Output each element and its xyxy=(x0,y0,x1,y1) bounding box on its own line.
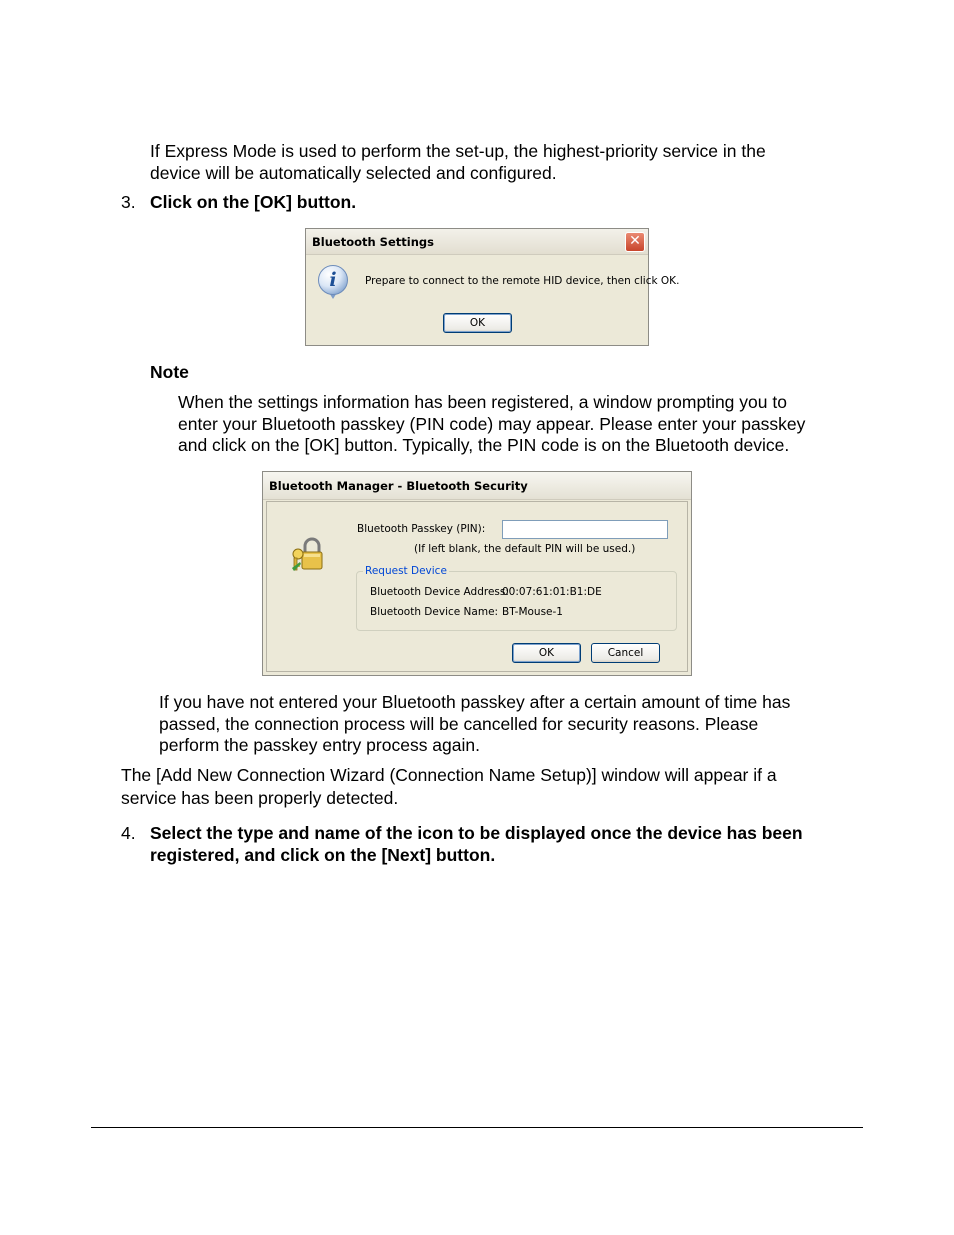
timeout-line-1: If you have not entered your Bluetooth passkey after a certain amount of time has xyxy=(159,692,791,712)
dialog-title-bar xyxy=(263,472,691,500)
note-line-3: and click on the [OK] button. Typically, the PIN code is on the Bluetooth device. xyxy=(178,435,790,455)
note-body xyxy=(178,392,805,457)
bluetooth-settings-dialog xyxy=(305,228,680,346)
device-name-value: BT-Mouse-1 xyxy=(502,606,563,618)
wizard-line-2: service has been properly detected. xyxy=(121,787,399,808)
intro-paragraph xyxy=(150,141,766,184)
wizard-line-1: The [Add New Connection Wizard (Connection Name Setup)] window will appear if a xyxy=(121,765,777,785)
step-4-number: 4. xyxy=(121,823,136,843)
bluetooth-security-dialog xyxy=(262,471,692,676)
note-line-2: enter your Bluetooth passkey (PIN code) may appear. Please enter your passkey xyxy=(178,413,806,434)
request-device-group xyxy=(356,571,677,631)
intro-line-2: device will be automatically selected and configured. xyxy=(150,162,557,183)
close-icon[interactable]: ✕ xyxy=(625,232,645,252)
wizard-paragraph xyxy=(121,764,777,809)
passkey-hint: (If left blank, the default PIN will be used.) xyxy=(414,543,636,555)
device-address-value: 00:07:61:01:B1:DE xyxy=(502,586,602,598)
step-4-line-2: registered, and click on the [Next] button. xyxy=(150,844,496,865)
timeout-line-3: perform the passkey entry process again. xyxy=(159,735,480,755)
step-3-text: Click on the [OK] button. xyxy=(150,192,357,212)
key-lock-icon xyxy=(290,534,326,574)
timeout-line-2: passed, the connection process will be cancelled for security reasons. Please xyxy=(159,713,759,734)
dialog-title: Bluetooth Settings xyxy=(312,235,434,249)
device-name-label: Bluetooth Device Name: xyxy=(370,606,499,618)
ok-button[interactable]: OK xyxy=(512,643,581,663)
cancel-button[interactable]: Cancel xyxy=(591,643,660,663)
dialog-title-bar xyxy=(306,229,648,255)
device-address-label: Bluetooth Device Address: xyxy=(370,586,509,598)
note-heading: Note xyxy=(150,362,189,382)
timeout-paragraph xyxy=(159,692,790,757)
intro-line-1: If Express Mode is used to perform the set-up, the highest-priority service in the xyxy=(150,141,766,161)
step-4-text xyxy=(150,823,803,866)
request-device-group-title: Request Device xyxy=(365,565,447,577)
passkey-label: Bluetooth Passkey (PIN): xyxy=(357,523,486,535)
footer-divider xyxy=(91,1127,863,1128)
step-4-line-1: Select the type and name of the icon to be displayed once the device has been xyxy=(150,823,803,843)
note-line-1: When the settings information has been registered, a window prompting you to xyxy=(178,392,787,412)
dialog-message: Prepare to connect to the remote HID device, then click OK. xyxy=(365,275,680,287)
passkey-input[interactable] xyxy=(502,520,668,539)
dialog-title: Bluetooth Manager - Bluetooth Security xyxy=(269,479,528,493)
info-icon: i xyxy=(318,265,348,295)
ok-button[interactable]: OK xyxy=(443,313,512,333)
step-3-number: 3. xyxy=(121,192,136,212)
